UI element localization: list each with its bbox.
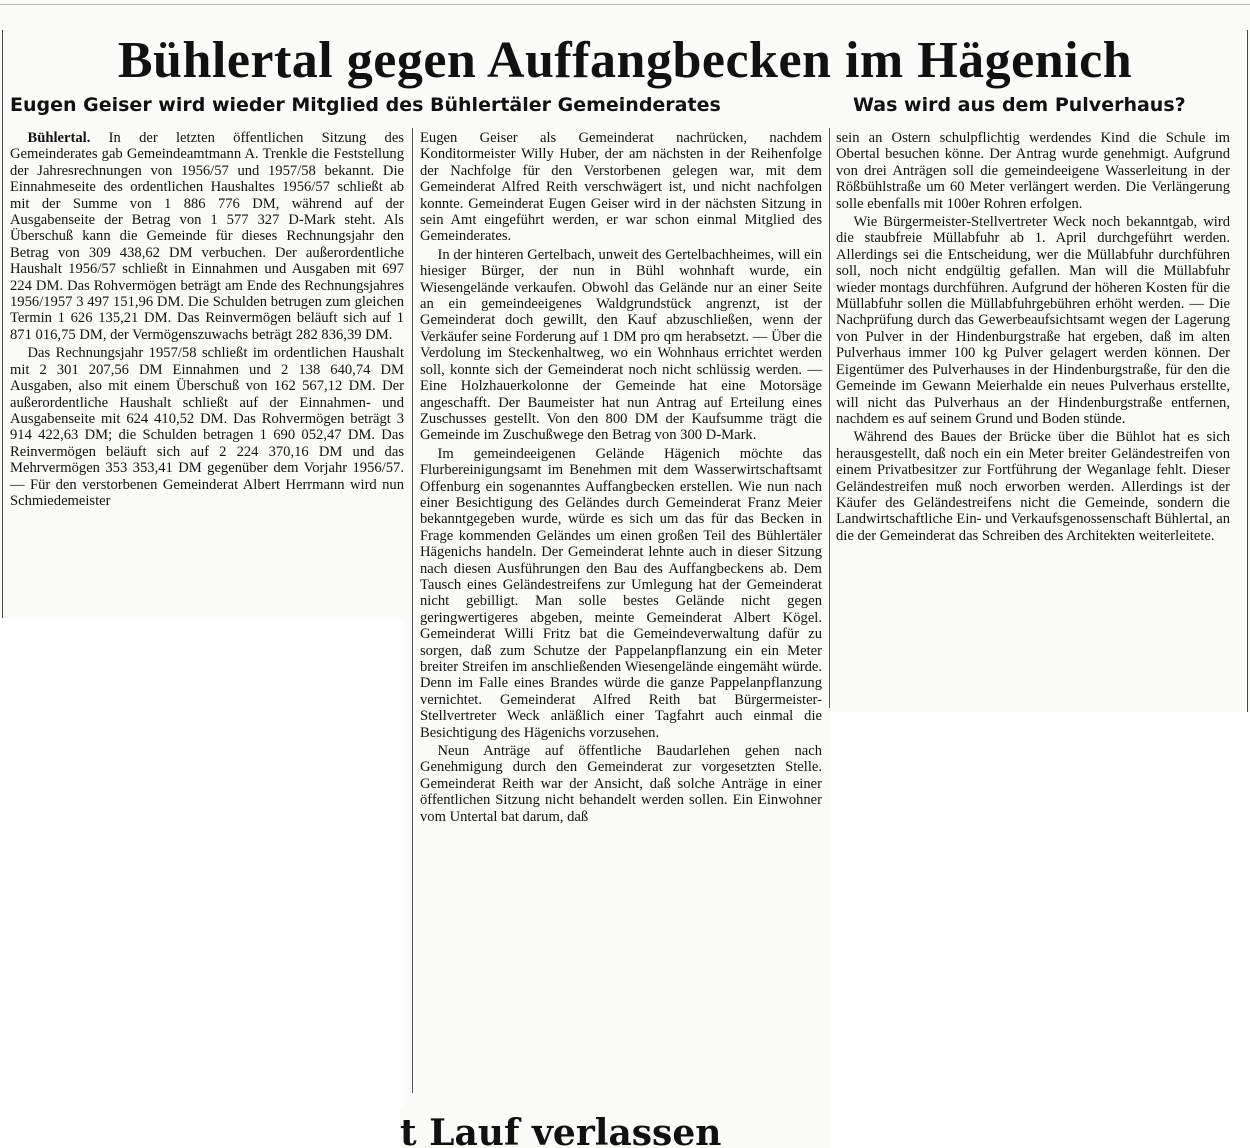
column-2-paragraph: Neun Anträge auf öffentliche Baudarlehen gehen nach Genehmigung durch den Gemeinderat zur vorgesetzten Stelle. Gemeinderat Reith war der Ansicht, daß solche Anträge in einer öffentlichen Sitzung nicht behandelt werden sollen. Ein Einwohner vom Untertal bat darum, daß xyxy=(420,743,822,825)
blank-area-left xyxy=(0,618,404,1148)
next-article-fragment xyxy=(400,1108,830,1148)
next-headline-fragment: t Lauf verlassen xyxy=(400,1112,722,1148)
right-edge-rule xyxy=(1247,30,1248,720)
article-column-2 xyxy=(420,130,822,825)
column-3-paragraph: Während des Baues der Brücke über die Bühlot hat es sich herausgestellt, daß noch ein ein Meter breiter Geländestreifen von einem Privatbesitzer zur Fortführung der Weganlage fehlt. Dieser Geländestreifen muß noch erworben werden. Allerdings ist der Käufer des Geländestreifens nicht die Gemeinde, sondern die Landwirtschaftliche Ein- und Verkaufsgenossenschaft Bühlertal, an die der Gemeinderat das Schreiben des Architekten weiterleitete. xyxy=(836,429,1230,544)
column-1-paragraph: Das Rechnungsjahr 1957/58 schließt im ordentlichen Haushalt mit 2 301 207,56 DM Einnahmen und 2 138 640,74 DM Ausgaben, also mit einem Überschuß von 162 567,12 DM. Der außerordentliche Haushalt schließt auf der Einnahmen- und Ausgabenseite mit 624 410,52 DM. Das Rohvermögen beträgt 3 914 422,63 DM; die Schulden betragen 1 690 052,47 DM. Das Reinvermögen beläuft sich auf 2 224 370,16 DM und das Mehrvermögen 353 353,41 DM gegenüber dem Vorjahr 1956/57. — Für den verstorbenen Gemeinderat Albert Herrmann wird nun Schmiedemeister xyxy=(10,345,404,509)
column-3-paragraph: sein an Ostern schulpflichtig werdendes Kind die Schule im Obertal besuchen könne. Der Antrag wurde genehmigt. Aufgrund von drei Anträgen soll die gemeindeeigene Wasserleitung in der Rößbühlstraße um 60 Meter verlängert werden. Die Verlängerung solle ebenfalls mit 100er Rohren erfolgen. xyxy=(836,130,1230,212)
column-1-text: In der letzten öffentlichen Sitzung des Gemeinderates gab Gemeindeamtmann A. Trenkle die Feststellung der Jahresrechnungen von 1956/57 und 1957/58 bekannt. Die Einnahmeseite des ordentlichen Haushaltes 1956/57 schließt ab mit der Summe von 1 886 776 DM, während auf der Ausgabenseite der Betrag von 1 577 327 D-Mark steht. Als Überschuß kann die Gemeinde für dieses Rechnungsjahr den Betrag von 309 438,62 DM verbuchen. Der außerordentliche Haushalt 1956/57 schließt in Einnahmen und Ausgaben mit 697 224 DM. Das Rohvermögen beträgt am Ende des Rechnungsjahres 1956/1957 3 497 151,96 DM. Die Schulden betrugen zum gleichen Termin 1 626 135,21 DM. Das Reinvermögen beläuft sich auf 1 871 016,75 DM, der Vermögenszuwachs beträgt 282 836,39 DM. xyxy=(10,130,404,343)
column-1-paragraph xyxy=(10,130,404,343)
column-2-paragraph: Im gemeindeeigenen Gelände Hägenich möchte das Flurbereinigungsamt im Benehmen mit dem Wasserwirtschaftsamt Offenburg ein sogenanntes Auffangbecken erstellen. Wie nun nach einer Besichtigung des Geländes durch Gemeinderat Franz Meier bekanntgegeben wurde, würde es sich um das für das Becken in Frage kommenden Geländes um einen großen Teil des Bühlertäler Hägenichs handeln. Der Gemeinderat lehnte auch in dieser Sitzung nach diesen Ausführungen den Bau des Auffangbeckens ab. Dem Tausch eines Geländestreifens zur Umlegung hat der Gemeinderat nicht gebilligt. Man solle bestes Gelände nicht gegen geringwertigeres abgeben, meinte Gemeinderat Albert Kögel. Gemeinderat Willi Fritz bat die Gemeindeverwaltung dafür zu sorgen, daß zum Schutze der Pappelanpflanzung ein ein Meter breiter Streifen im anschließenden Wiesengelände eingemäht würde. Denn im Falle eines Brandes würde die ganze Pappelanpflanzung vernichtet. Gemeinderat Alfred Reith bat Bürgermeister-Stellvertreter Weck anläßlich einer Tagfahrt auch einmal die Besichtigung des Hägenichs vorzusehen. xyxy=(420,445,822,741)
blank-area-right xyxy=(830,712,1250,1148)
subheadline-left: Eugen Geiser wird wieder Mitglied des Bühlertäler Gemeinderates xyxy=(10,94,721,116)
subheadline-right: Was wird aus dem Pulverhaus? xyxy=(853,94,1186,116)
column-divider-1 xyxy=(412,128,413,1093)
article-column-1 xyxy=(10,130,404,509)
top-rule xyxy=(0,4,1250,5)
article-headline: Bühlertal gegen Auffangbecken im Hägenich xyxy=(117,32,1133,89)
column-3-paragraph: Wie Bürgermeister-Stellvertreter Weck noch bekanntgab, wird die staubfreie Müllabfuhr ab 1. April durchgeführt werden. Allerdings sei die Entscheidung, wer die Müllabfuhr durchführen soll, noch nicht endgültig gefallen. Man will die Müllabfuhr wieder montags durchführen. Aufgrund der höheren Kosten für die Müllabfuhr sollen die Müllabfuhrgebühren erhöht werden. — Die Nachprüfung durch das Gewerbeaufsichtsamt wegen der Lagerung von Pulver in der Hindenburgstraße hat ergeben, daß im alten Pulverhaus immer 100 kg Pulver gelagert werden können. Der Eigentümer des Pulverhauses in der Hindenburgstraße, für den die Gemeinde im Gewann Meierhalde ein neues Pulverhaus erstellte, will nicht das Pulverhaus an der Hindenburgstraße entfernen, nachdem es auf seinem Grund und Boden stünde. xyxy=(836,214,1230,427)
column-divider-2 xyxy=(829,128,830,708)
column-2-paragraph: In der hinteren Gertelbach, unweit des Gertelbachheimes, will ein hiesiger Bürger, der nun in Bühl wohnhaft wurde, ein Wiesengelände verkaufen. Obwohl das Gelände nur an einer Seite an ein gemeindeeigenes Waldgrundstück angrenzt, ist der Gemeinderat doch gewillt, den Kauf abzuschließen, wenn der Verkäufer seine Forderung auf 1 DM pro qm herabsetzt. — Über die Verdolung im Steckenhaltweg, wo ein Wohnhaus errichtet werden soll, konnte sich der Gemeinderat noch nicht schlüssig werden. — Eine Holzhauerkolonne der Gemeinde hat eine Motorsäge angeschafft. Der Baumeister hat nun Antrag auf Erteilung eines Zuschusses gestellt. Von den 800 DM der Kaufsumme trägt die Gemeinde im Zuschußwege den Betrag von 300 D-Mark. xyxy=(420,246,822,444)
column-2-paragraph: Eugen Geiser als Gemeinderat nachrücken, nachdem Konditormeister Willy Huber, der am nächsten in der Reihenfolge der Nachfolge für den Verstorbenen gelegen war, mit dem Gemeinderat Alfred Reith verschwägert ist, und nicht nachfolgen konnte. Gemeinderat Eugen Geiser wird in der nächsten Sitzung in sein Amt eingeführt werden, er war schon einmal Mitglied des Gemeinderates. xyxy=(420,130,822,245)
dateline: Bühlertal. xyxy=(27,130,91,146)
left-column-rule xyxy=(2,30,3,620)
article-column-3 xyxy=(836,130,1230,544)
